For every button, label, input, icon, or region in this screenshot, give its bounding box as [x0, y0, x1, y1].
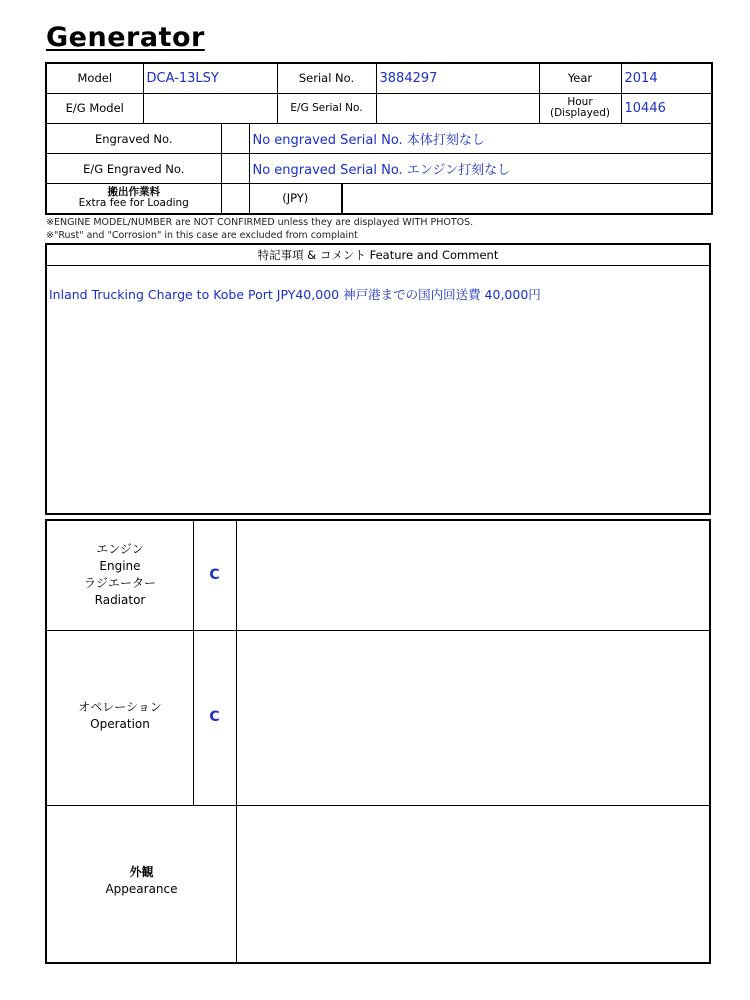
feature-text: Inland Trucking Charge to Kobe Port JPY40,000 神戸港までの国内回送費 40,000円 — [49, 287, 541, 302]
engraved-label: Engraved No. — [46, 124, 221, 154]
note-rust: ※"Rust" and "Corrosion" in this case are excluded from complaint — [46, 230, 358, 241]
fee-label-en: Extra fee for Loading — [78, 197, 189, 210]
fee-value — [342, 184, 712, 214]
engine-label-en: Engine — [99, 559, 141, 573]
hour-label-line1: Hour — [567, 96, 593, 108]
eg-engraved-row — [46, 154, 712, 184]
eg-model-value — [143, 93, 277, 123]
feature-box — [45, 243, 711, 515]
appearance-label — [47, 864, 236, 898]
eg-engraved-blank — [221, 154, 249, 184]
fee-label-jp: 搬出作業料 — [107, 186, 160, 199]
spec-table — [45, 62, 713, 124]
operation-label-jp: オペレーション — [78, 700, 162, 714]
model-label: Model — [46, 63, 143, 93]
eg-engraved-value: No engraved Serial No. エンジン打刻なし — [249, 154, 712, 184]
eg-engraved-label: E/G Engraved No. — [46, 154, 221, 184]
eg-serial-value — [376, 93, 539, 123]
eg-model-label: E/G Model — [46, 93, 143, 123]
appearance-label-jp: 外観 — [129, 865, 154, 879]
operation-label — [47, 699, 193, 733]
fee-blank — [221, 184, 249, 214]
divider-grade-left — [193, 521, 194, 805]
spec-row-eg-model — [46, 93, 712, 123]
operation-grade: C — [209, 709, 220, 725]
engine-grade: C — [209, 567, 220, 583]
condition-box — [45, 519, 711, 964]
engine-radiator-label — [47, 541, 193, 609]
divider-row-2 — [47, 805, 709, 806]
year-label: Year — [539, 63, 621, 93]
page-title: Generator — [46, 22, 205, 53]
engraved-row — [46, 124, 712, 154]
hour-value: 10446 — [621, 93, 712, 123]
divider-comment — [236, 521, 237, 962]
engraved-value: No engraved Serial No. 本体打刻なし — [249, 124, 712, 154]
radiator-label-en: Radiator — [94, 593, 146, 607]
engraved-table — [45, 123, 713, 215]
spec-row-model — [46, 63, 712, 93]
radiator-label-jp: ラジエーター — [83, 576, 156, 590]
note-engine: ※ENGINE MODEL/NUMBER are NOT CONFIRMED unless they are displayed WITH PHOTOS. — [46, 217, 474, 228]
feature-heading: 特記事項 & コメント Feature and Comment — [47, 245, 709, 266]
serial-label: Serial No. — [277, 63, 376, 93]
fee-label — [46, 184, 221, 214]
operation-label-en: Operation — [90, 717, 150, 731]
serial-value: 3884297 — [376, 63, 539, 93]
eg-serial-label: E/G Serial No. — [277, 93, 376, 123]
hour-label-line2: (Displayed) — [549, 107, 611, 119]
fee-currency: (JPY) — [249, 184, 342, 214]
engine-label-jp: エンジン — [96, 542, 144, 556]
divider-row-1 — [47, 630, 709, 631]
fee-row — [46, 184, 712, 214]
year-value: 2014 — [621, 63, 712, 93]
model-value: DCA-13LSY — [143, 63, 277, 93]
hour-label — [539, 93, 621, 123]
engraved-blank — [221, 124, 249, 154]
appearance-label-en: Appearance — [105, 882, 178, 896]
